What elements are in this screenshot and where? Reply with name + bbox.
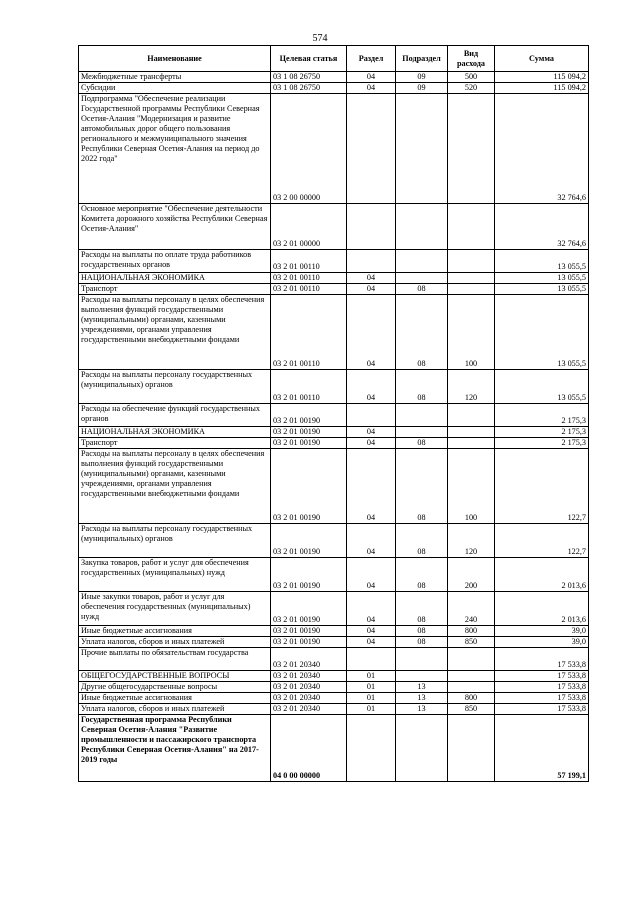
cell-target-article: 03 2 01 00190	[271, 427, 347, 438]
cell-target-article: 03 2 01 00110	[271, 370, 347, 404]
cell-name: Иные бюджетные ассигнования	[79, 693, 271, 704]
cell-expense-type: 500	[448, 72, 495, 83]
cell-name: Иные бюджетные ассигнования	[79, 626, 271, 637]
cell-subsection	[396, 204, 448, 250]
cell-expense-type	[448, 273, 495, 284]
cell-name: Межбюджетные трансферты	[79, 72, 271, 83]
cell-subsection	[396, 404, 448, 427]
cell-expense-type: 200	[448, 558, 495, 592]
table-header-row	[79, 46, 589, 72]
cell-name: НАЦИОНАЛЬНАЯ ЭКОНОМИКА	[79, 427, 271, 438]
cell-expense-type: 800	[448, 626, 495, 637]
cell-name: Транспорт	[79, 438, 271, 449]
cell-name: Закупка товаров, работ и услуг для обеспечения государственных (муниципальных) нужд	[79, 558, 271, 592]
table-row	[79, 250, 589, 273]
table-row	[79, 404, 589, 427]
cell-sum: 2 013,6	[495, 592, 589, 626]
cell-name: Основное мероприятие "Обеспечение деятельности Комитета дорожного хозяйства Республики Северная Осетия-Алания"	[79, 204, 271, 250]
header-sum: Сумма	[495, 46, 589, 72]
cell-sum: 17 533,8	[495, 648, 589, 671]
cell-name: Транспорт	[79, 284, 271, 295]
cell-section	[347, 250, 396, 273]
cell-name: Иные закупки товаров, работ и услуг для обеспечения государственных (муниципальных) нужд	[79, 592, 271, 626]
cell-target-article: 03 2 01 00000	[271, 204, 347, 250]
cell-sum: 2 175,3	[495, 438, 589, 449]
header-expense-type: Вид расхода	[448, 46, 495, 72]
table-row	[79, 438, 589, 449]
table-row	[79, 693, 589, 704]
cell-expense-type	[448, 94, 495, 204]
table-row	[79, 592, 589, 626]
table-row	[79, 427, 589, 438]
cell-target-article: 03 2 01 00190	[271, 438, 347, 449]
cell-subsection: 08	[396, 592, 448, 626]
cell-subsection: 08	[396, 449, 448, 524]
cell-sum: 17 533,8	[495, 693, 589, 704]
table-row	[79, 524, 589, 558]
cell-subsection: 08	[396, 295, 448, 370]
cell-target-article: 03 2 01 20340	[271, 648, 347, 671]
cell-subsection	[396, 94, 448, 204]
cell-sum: 39,0	[495, 637, 589, 648]
cell-section: 04	[347, 427, 396, 438]
cell-section	[347, 715, 396, 782]
table-row	[79, 284, 589, 295]
cell-subsection: 13	[396, 682, 448, 693]
cell-name: Субсидии	[79, 83, 271, 94]
cell-subsection: 13	[396, 693, 448, 704]
cell-expense-type	[448, 250, 495, 273]
page-number: 574	[312, 33, 328, 44]
cell-name: Прочие выплаты по обязательствам государства	[79, 648, 271, 671]
table-row	[79, 370, 589, 404]
cell-target-article: 03 2 01 00110	[271, 284, 347, 295]
cell-expense-type: 800	[448, 693, 495, 704]
cell-section: 04	[347, 558, 396, 592]
cell-sum: 2 175,3	[495, 404, 589, 427]
cell-target-article: 03 1 08 26750	[271, 83, 347, 94]
cell-section: 04	[347, 637, 396, 648]
cell-section: 01	[347, 704, 396, 715]
cell-sum: 39,0	[495, 626, 589, 637]
cell-name: Уплата налогов, сборов и иных платежей	[79, 637, 271, 648]
cell-expense-type: 100	[448, 295, 495, 370]
cell-section: 04	[347, 626, 396, 637]
cell-section: 01	[347, 693, 396, 704]
cell-expense-type: 520	[448, 83, 495, 94]
cell-target-article: 03 2 01 20340	[271, 671, 347, 682]
cell-expense-type	[448, 648, 495, 671]
cell-name: Расходы на выплаты персоналу государственных (муниципальных) органов	[79, 370, 271, 404]
cell-expense-type	[448, 404, 495, 427]
cell-section: 04	[347, 295, 396, 370]
cell-section: 04	[347, 370, 396, 404]
table-row	[79, 83, 589, 94]
cell-sum: 57 199,1	[495, 715, 589, 782]
table-row	[79, 72, 589, 83]
cell-expense-type	[448, 682, 495, 693]
table-row	[79, 94, 589, 204]
cell-sum: 13 055,5	[495, 284, 589, 295]
cell-subsection: 09	[396, 72, 448, 83]
cell-name: Расходы на обеспечение функций государственных органов	[79, 404, 271, 427]
table-row	[79, 682, 589, 693]
cell-expense-type	[448, 438, 495, 449]
cell-expense-type: 240	[448, 592, 495, 626]
header-section: Раздел	[347, 46, 396, 72]
table-row	[79, 204, 589, 250]
cell-target-article: 04 0 00 00000	[271, 715, 347, 782]
header-name: Наименование	[79, 46, 271, 72]
table-row	[79, 626, 589, 637]
cell-expense-type: 850	[448, 637, 495, 648]
cell-expense-type	[448, 204, 495, 250]
cell-sum: 115 094,2	[495, 83, 589, 94]
table-body	[79, 72, 589, 782]
cell-section: 04	[347, 83, 396, 94]
cell-target-article: 03 2 01 20340	[271, 693, 347, 704]
cell-section	[347, 404, 396, 427]
table-row	[79, 671, 589, 682]
cell-subsection: 08	[396, 637, 448, 648]
cell-subsection	[396, 273, 448, 284]
cell-name: Государственная программа Республики Северная Осетия-Алания "Развитие промышленности и пассажирского транспорта Республики Северная Осетия-Алания" на 2017-2019 годы	[79, 715, 271, 782]
cell-name: Расходы на выплаты персоналу в целях обеспечения выполнения функций государственными (муниципальными) органами, казенными учреждениями, органами управления государственными внебюджетными фондами	[79, 449, 271, 524]
cell-target-article: 03 2 01 00190	[271, 524, 347, 558]
cell-target-article: 03 2 01 00190	[271, 558, 347, 592]
cell-expense-type: 850	[448, 704, 495, 715]
cell-name: Уплата налогов, сборов и иных платежей	[79, 704, 271, 715]
cell-subsection	[396, 648, 448, 671]
cell-target-article: 03 2 01 00190	[271, 626, 347, 637]
cell-subsection	[396, 671, 448, 682]
cell-section: 04	[347, 72, 396, 83]
cell-name: Другие общегосударственные вопросы	[79, 682, 271, 693]
table-row	[79, 449, 589, 524]
cell-target-article: 03 2 01 00190	[271, 404, 347, 427]
cell-subsection: 08	[396, 558, 448, 592]
header-target-article: Целевая статья	[271, 46, 347, 72]
cell-target-article: 03 2 01 20340	[271, 704, 347, 715]
cell-sum: 2 013,6	[495, 558, 589, 592]
cell-section: 01	[347, 682, 396, 693]
table-row	[79, 704, 589, 715]
cell-target-article: 03 2 01 00190	[271, 637, 347, 648]
cell-subsection: 08	[396, 626, 448, 637]
cell-section: 01	[347, 671, 396, 682]
table-row	[79, 273, 589, 284]
cell-section	[347, 648, 396, 671]
cell-expense-type: 120	[448, 524, 495, 558]
cell-expense-type	[448, 284, 495, 295]
cell-expense-type	[448, 671, 495, 682]
cell-subsection: 08	[396, 370, 448, 404]
cell-name: ОБЩЕГОСУДАРСТВЕННЫЕ ВОПРОСЫ	[79, 671, 271, 682]
cell-subsection: 08	[396, 524, 448, 558]
cell-sum: 32 764,6	[495, 94, 589, 204]
cell-sum: 13 055,5	[495, 273, 589, 284]
cell-name: Расходы на выплаты персоналу государственных (муниципальных) органов	[79, 524, 271, 558]
cell-sum: 13 055,5	[495, 250, 589, 273]
cell-subsection	[396, 427, 448, 438]
cell-section: 04	[347, 273, 396, 284]
cell-section	[347, 204, 396, 250]
table-row	[79, 558, 589, 592]
cell-target-article: 03 2 01 00190	[271, 592, 347, 626]
cell-sum: 13 055,5	[495, 370, 589, 404]
cell-target-article: 03 1 08 26750	[271, 72, 347, 83]
cell-section: 04	[347, 284, 396, 295]
cell-name: Расходы на выплаты по оплате труда работников государственных органов	[79, 250, 271, 273]
table-row	[79, 715, 589, 782]
cell-target-article: 03 2 01 00190	[271, 449, 347, 524]
cell-sum: 17 533,8	[495, 704, 589, 715]
cell-name: Расходы на выплаты персоналу в целях обеспечения выполнения функций государственными (муниципальными) органами, казенными учреждениями, органами управления государственными внебюджетными фондами	[79, 295, 271, 370]
header-subsection: Подраздел	[396, 46, 448, 72]
cell-sum: 122,7	[495, 524, 589, 558]
cell-section: 04	[347, 449, 396, 524]
cell-target-article: 03 2 01 20340	[271, 682, 347, 693]
table-row	[79, 295, 589, 370]
cell-sum: 32 764,6	[495, 204, 589, 250]
cell-sum: 115 094,2	[495, 72, 589, 83]
cell-target-article: 03 2 01 00110	[271, 295, 347, 370]
cell-expense-type: 120	[448, 370, 495, 404]
cell-target-article: 03 2 01 00110	[271, 273, 347, 284]
cell-sum: 17 533,8	[495, 671, 589, 682]
cell-target-article: 03 2 01 00110	[271, 250, 347, 273]
cell-sum: 122,7	[495, 449, 589, 524]
cell-section: 04	[347, 524, 396, 558]
cell-expense-type: 100	[448, 449, 495, 524]
budget-table	[78, 45, 589, 782]
cell-subsection	[396, 250, 448, 273]
cell-name: Подпрограмма "Обеспечение реализации Государственной программы Республики Северная Осетия-Алания "Модернизация и развитие автомобильных дорог общего пользования регионального и межмуниципального значения Республики Северная Осетия-Алания на период до 2022 года"	[79, 94, 271, 204]
cell-section	[347, 94, 396, 204]
cell-subsection: 08	[396, 438, 448, 449]
cell-subsection: 13	[396, 704, 448, 715]
table-row	[79, 648, 589, 671]
cell-subsection: 08	[396, 284, 448, 295]
cell-expense-type	[448, 427, 495, 438]
cell-sum: 2 175,3	[495, 427, 589, 438]
cell-section: 04	[347, 592, 396, 626]
cell-target-article: 03 2 00 00000	[271, 94, 347, 204]
cell-expense-type	[448, 715, 495, 782]
cell-section: 04	[347, 438, 396, 449]
cell-sum: 17 533,8	[495, 682, 589, 693]
cell-subsection: 09	[396, 83, 448, 94]
cell-name: НАЦИОНАЛЬНАЯ ЭКОНОМИКА	[79, 273, 271, 284]
cell-subsection	[396, 715, 448, 782]
cell-sum: 13 055,5	[495, 295, 589, 370]
table-row	[79, 637, 589, 648]
